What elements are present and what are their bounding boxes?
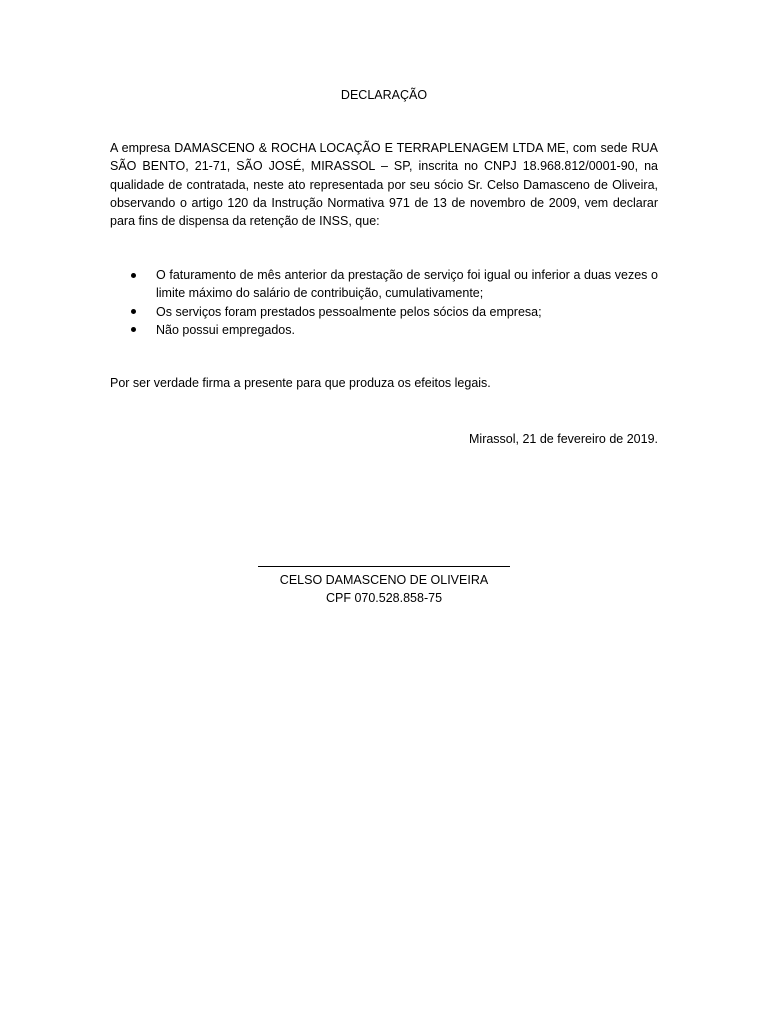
bullet-icon <box>131 327 136 332</box>
declaration-list <box>110 266 658 339</box>
bullet-icon <box>131 273 136 278</box>
place-and-date: Mirassol, 21 de fevereiro de 2019. <box>469 432 658 446</box>
signer-name: CELSO DAMASCENO DE OLIVEIRA <box>279 573 489 587</box>
closing-statement: Por ser verdade firma a presente para que produza os efeitos legais. <box>110 376 491 390</box>
signer-cpf: CPF 070.528.858-75 <box>325 591 443 605</box>
list-item-text: Não possui empregados. <box>156 322 295 337</box>
list-item <box>110 321 658 339</box>
list-item-text: Os serviços foram prestados pessoalmente pelos sócios da empresa; <box>156 304 542 319</box>
bullet-icon <box>131 309 136 314</box>
list-item <box>110 303 658 321</box>
list-item <box>110 266 658 303</box>
signature-line <box>258 566 510 567</box>
body-paragraph: A empresa DAMASCENO & ROCHA LOCAÇÃO E TERRAPLENAGEM LTDA ME, com sede RUA SÃO BENTO, 21-71, SÃO JOSÉ, MIRASSOL – SP, inscrita no CNPJ 18.968.812/0001-90, na qualidade de contratada, neste ato representada por seu sócio Sr. Celso Damasceno de Oliveira, observando o artigo 120 da Instrução Normativa 971 de 13 de novembro de 2009, vem declarar para fins de dispensa da retenção de INSS, que: <box>110 141 658 229</box>
signature-block <box>0 566 768 607</box>
list-item-text: O faturamento de mês anterior da prestação de serviço foi igual ou inferior a duas vezes o limite máximo do salário de contribuição, cumulativamente; <box>156 268 658 301</box>
document-title: DECLARAÇÃO <box>340 88 428 102</box>
